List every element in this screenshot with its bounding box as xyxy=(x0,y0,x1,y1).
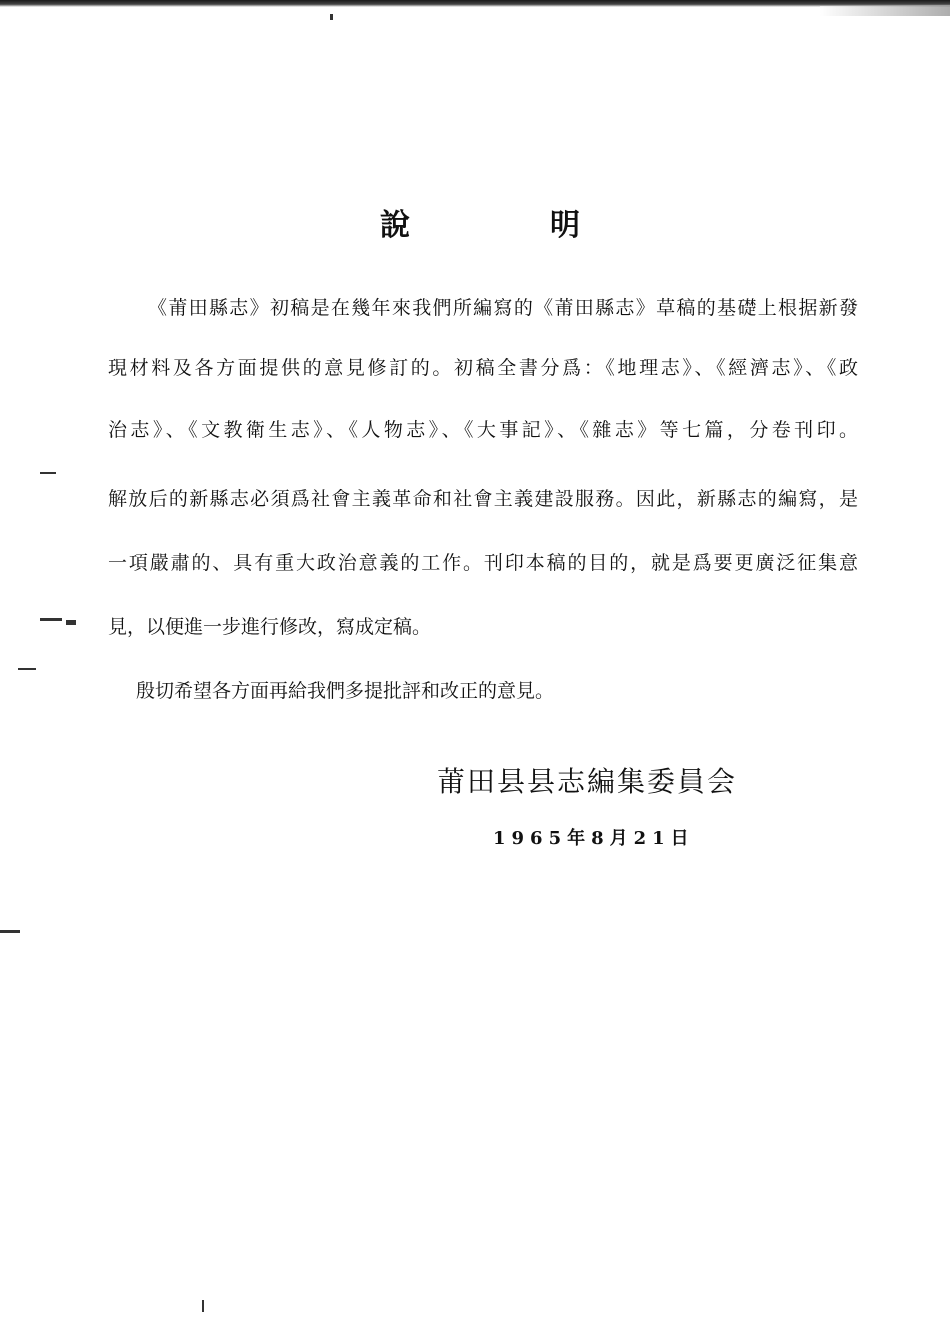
title-char: 說 xyxy=(380,208,410,243)
page-title xyxy=(380,200,580,244)
scan-mark xyxy=(202,1300,204,1312)
scan-mark xyxy=(40,618,62,621)
scan-mark xyxy=(40,472,56,474)
scan-mark xyxy=(66,620,76,625)
paragraph-line: 殷切希望各方面再給我們多提批評和改正的意見。 xyxy=(136,680,555,702)
title-char: 明 xyxy=(550,208,580,243)
scan-mark xyxy=(0,930,20,933)
paragraph-line: 見，以便進一步進行修改，寫成定稿。 xyxy=(108,616,432,638)
scan-edge xyxy=(820,6,950,16)
paragraph-line: 《莆田縣志》初稿是在幾年來我們所編寫的《莆田縣志》草稿的基礎上根据新發 xyxy=(148,297,858,319)
paragraph-line: 現材料及各方面提供的意見修訂的。初稿全書分爲：《地理志》、《經濟志》、《政 xyxy=(108,357,858,379)
paragraph-line: 解放后的新縣志必須爲社會主義革命和社會主義建設服務。因此，新縣志的編寫，是 xyxy=(108,488,858,510)
paragraph-line: 一項嚴肅的、具有重大政治意義的工作。刊印本稿的目的，就是爲要更廣泛征集意 xyxy=(108,552,858,574)
date: 1965年8月21日 xyxy=(493,828,695,849)
signature: 莆田县县志編集委員会 xyxy=(437,765,738,798)
paragraph-line: 治志》、《文教衛生志》、《人物志》、《大事記》、《雜志》等七篇，分卷刊印。 xyxy=(108,419,858,441)
scan-mark xyxy=(330,14,333,20)
scan-mark xyxy=(18,668,36,670)
scan-edge xyxy=(0,0,950,7)
